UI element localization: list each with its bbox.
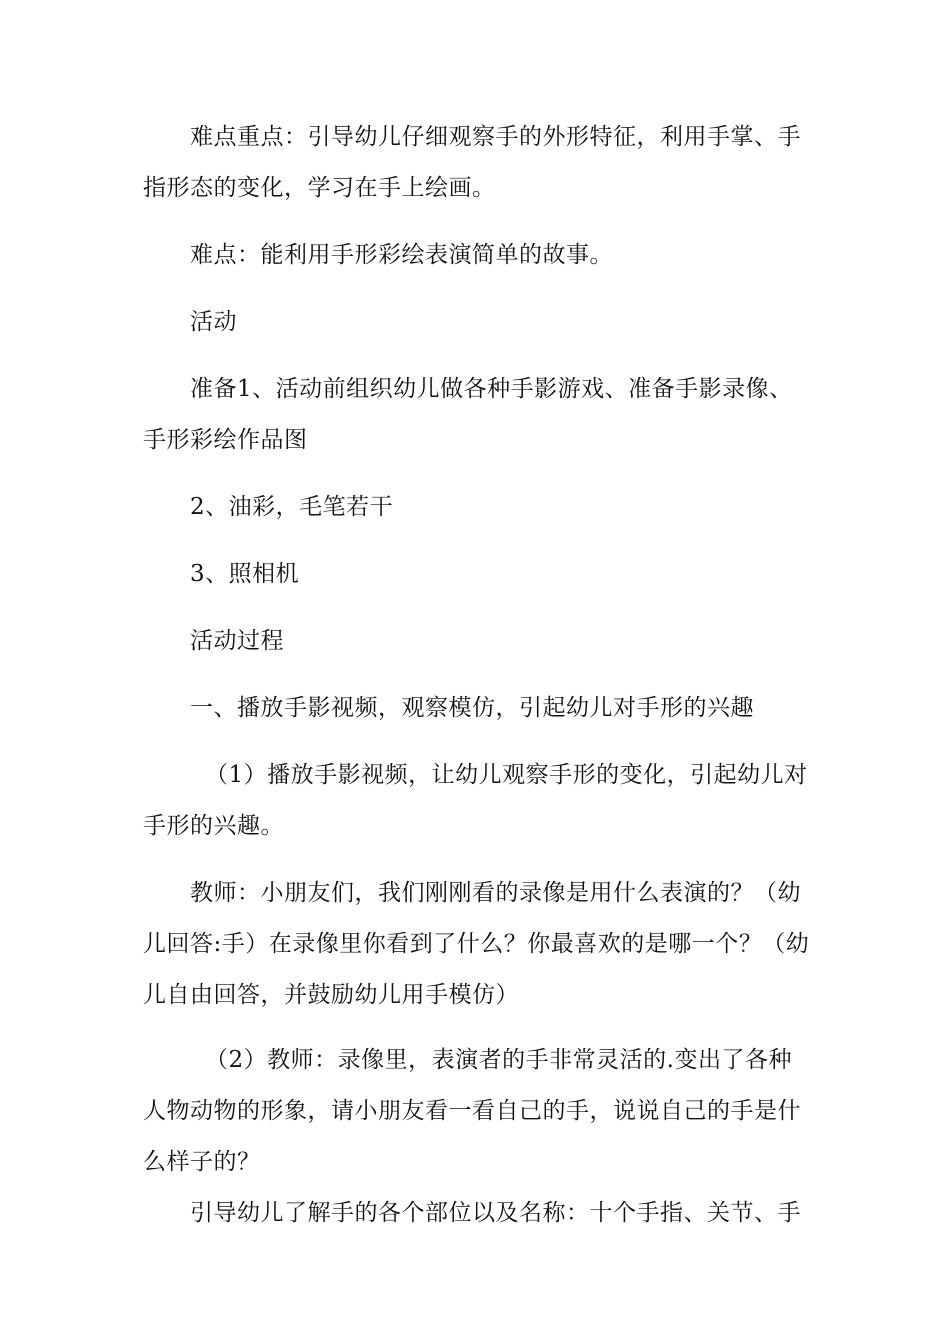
paragraph-5-line-1: 2、油彩，毛笔若干 [190, 494, 394, 520]
paragraph-11-line-1: （2）教师：录像里，表演者的手非常灵活的.变出了各种 [205, 1047, 792, 1073]
paragraph-11-line-2: 人物动物的形象，请小朋友看一看自己的手，说说自己的手是什 [143, 1098, 801, 1124]
paragraph-6-line-1: 3、照相机 [190, 561, 300, 587]
paragraph-2-line-1: 难点：能利用手形彩绘表演简单的故事。 [190, 242, 613, 268]
paragraph-7-line-1: 活动过程 [190, 628, 284, 654]
paragraph-10-line-2: 儿回答:手）在录像里你看到了什么？你最喜欢的是哪一个？（幼 [143, 931, 810, 957]
paragraph-9-line-2: 手形的兴趣。 [143, 813, 284, 839]
paragraph-3-line-1: 活动 [190, 309, 237, 335]
paragraph-10-line-3: 儿自由回答，并鼓励幼儿用手模仿） [143, 982, 519, 1008]
paragraph-11-line-3: 么样子的？ [143, 1149, 261, 1175]
paragraph-4-line-2: 手形彩绘作品图 [143, 427, 308, 453]
paragraph-1-line-1: 难点重点：引导幼儿仔细观察手的外形特征，利用手掌、手 [190, 124, 801, 150]
paragraph-1-line-2: 指形态的变化，学习在手上绘画。 [143, 175, 496, 201]
paragraph-10-line-1: 教师：小朋友们，我们刚刚看的录像是用什么表演的？（幼 [190, 880, 801, 906]
paragraph-4-line-1: 准备1、活动前组织幼儿做各种手影游戏、准备手影录像、 [190, 376, 793, 402]
paragraph-9-line-1: （1）播放手影视频，让幼儿观察手形的变化，引起幼儿对 [205, 762, 808, 788]
paragraph-8-line-1: 一、播放手影视频，观察模仿，引起幼儿对手形的兴趣 [190, 695, 754, 721]
paragraph-12-line-1: 引导幼儿了解手的各个部位以及名称：十个手指、关节、手 [190, 1200, 801, 1226]
